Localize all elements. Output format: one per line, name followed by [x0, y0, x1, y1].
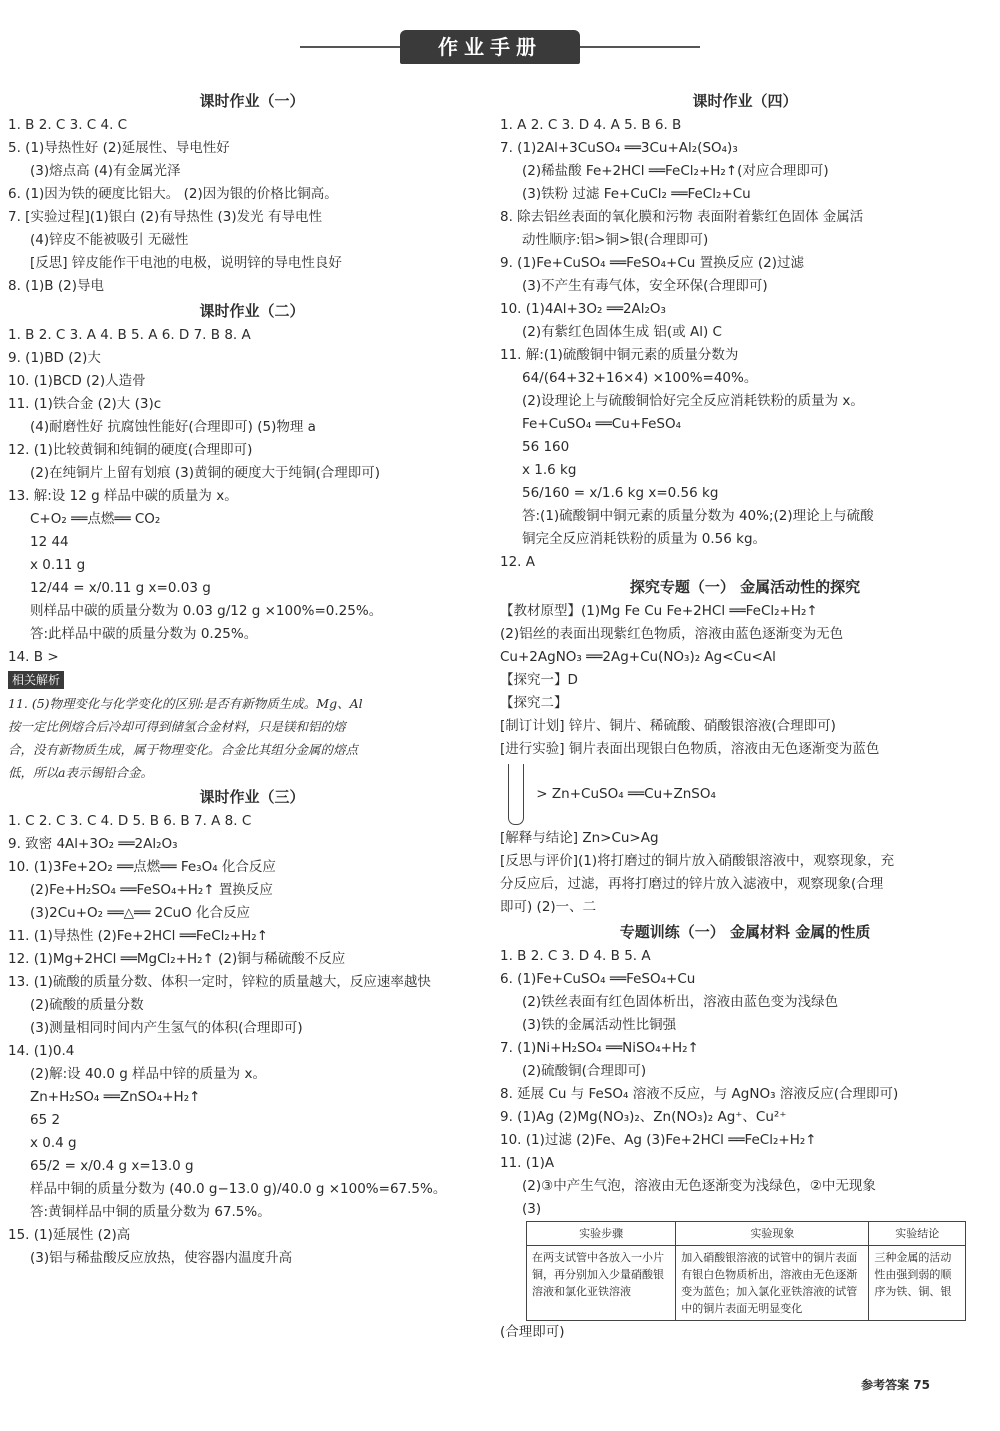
answer-line: 动性顺序:铝>铜>银(合理即可) — [522, 232, 709, 248]
answer-line: 5. (1)导热性好 (2)延展性、导电性好 — [8, 140, 230, 156]
answer-line: 13. 解:设 12 g 样品中碳的质量为 x。 — [8, 488, 238, 504]
section-title: 课时作业（一） — [199, 92, 305, 110]
table-cell: 加入硝酸银溶液的试管中的铜片表面有银白色物质析出，溶液由无色逐渐变为蓝色；加入氯化亚铁溶液的试管中的铜片表面无明显变化 — [676, 1246, 869, 1321]
answer-note: (合理即可) — [500, 1324, 565, 1340]
equation: Zn+CuSO₄ ══Cu+ZnSO₄ — [551, 786, 716, 802]
answer-line: Cu+2AgNO₃ ══2Ag+Cu(NO₃)₂ Ag<Cu<Al — [500, 649, 776, 665]
answer-line: 7. (1)2Al+3CuSO₄ ══3Cu+Al₂(SO₄)₃ — [500, 140, 738, 156]
answer-line: [解释与结论] Zn>Cu>Ag — [500, 830, 659, 846]
answer-line: 9. (1)BD (2)大 — [8, 350, 101, 366]
answer-line: 14. (1)0.4 — [8, 1043, 75, 1059]
arrow-icon: > — [532, 786, 552, 802]
answer-line: (2)硫酸铜(合理即可) — [522, 1063, 647, 1079]
table-cell: 在两支试管中各放入一小片铜，再分别加入少量硝酸银溶液和氯化亚铁溶液 — [527, 1246, 676, 1321]
answer-line: 56 160 — [522, 439, 570, 455]
answer-line: 11. (1)铁合金 (2)大 (3)c — [8, 396, 162, 412]
answer-line: (3)熔点高 (4)有金属光泽 — [30, 163, 181, 179]
answer-line: (2)Fe+H₂SO₄ ══FeSO₄+H₂↑ 置换反应 — [30, 882, 273, 898]
answer-line: 56/160 = x/1.6 kg x=0.56 kg — [522, 485, 719, 501]
answer-line: [进行实验] 铜片表面出现银白色物质，溶液由无色逐渐变为蓝色 — [500, 741, 880, 757]
answer-line: (3)2Cu+O₂ ══△══ 2CuO 化合反应 — [30, 905, 251, 921]
answer-line: 9. (1)Fe+CuSO₄ ══FeSO₄+Cu 置换反应 (2)过滤 — [500, 255, 805, 271]
answer-line: 9. (1)Ag (2)Mg(NO₃)₂、Zn(NO₃)₂ Ag⁺、Cu²⁺ — [500, 1109, 787, 1125]
answer-line: 10. (1)BCD (2)人造骨 — [8, 373, 146, 389]
answer-line: 1. B 2. C 3. C 4. C — [8, 117, 128, 133]
answer-line: 11. (1)导热性 (2)Fe+2HCl ══FeCl₂+H₂↑ — [8, 928, 269, 944]
answer-line: 6. (1)因为铁的硬度比铝大。 (2)因为银的价格比铜高。 — [8, 186, 338, 202]
answer-line: 8. 延展 Cu 与 FeSO₄ 溶液不反应，与 AgNO₃ 溶液反应(合理即可) — [500, 1086, 899, 1102]
left-column — [8, 88, 496, 1270]
answer-line: 12. (1)比较黄铜和纯铜的硬度(合理即可) — [8, 442, 253, 458]
answer-line: 64/(64+32+16×4) ×100%=40%。 — [522, 370, 758, 386]
section-title: 课时作业（三） — [199, 788, 305, 806]
section-title: 课时作业（四） — [692, 92, 798, 110]
answer-line: 12. (1)Mg+2HCl ══MgCl₂+H₂↑ (2)铜与稀硫酸不反应 — [8, 951, 346, 967]
answer-line: (3)铁粉 过滤 Fe+CuCl₂ ══FeCl₂+Cu — [522, 186, 751, 202]
table-header: 实验现象 — [676, 1222, 869, 1246]
analysis-line: 低，所以a表示锡铅合金。 — [8, 765, 153, 780]
answer-line: 14. B > — [8, 649, 59, 665]
answer-line: 铜完全反应消耗铁粉的质量为 0.56 kg。 — [522, 531, 767, 547]
answer-line: (2)铁丝表面有红色固体析出，溶液由蓝色变为浅绿色 — [522, 994, 839, 1010]
answer-line: (4)耐磨性好 抗腐蚀性能好(合理即可) (5)物理 a — [30, 419, 316, 435]
section-title: 探究专题（一） 金属活动性的探究 — [629, 578, 861, 596]
answer-line: (2)有紫红色固体生成 铝(或 Al) C — [522, 324, 722, 340]
answer-line: 1. C 2. C 3. C 4. D 5. B 6. B 7. A 8. C — [8, 813, 252, 829]
answer-line: x 0.11 g — [30, 557, 86, 573]
section-title: 课时作业（二） — [199, 302, 305, 320]
answer-line: 15. (1)延展性 (2)高 — [8, 1227, 131, 1243]
answer-line: 13. (1)硫酸的质量分数、体积一定时，锌粒的质量越大，反应速率越快 — [8, 974, 431, 990]
answer-line: 8. 除去铝丝表面的氧化膜和污物 表面附着紫红色固体 金属活 — [500, 209, 864, 225]
answer-line: 10. (1)过滤 (2)Fe、Ag (3)Fe+2HCl ══FeCl₂+H₂↑ — [500, 1132, 817, 1148]
answer-line: (3) — [522, 1201, 542, 1217]
table-header: 实验步骤 — [527, 1222, 676, 1246]
table-cell: 三种金属的活动性由强到弱的顺序为铁、铜、银 — [869, 1246, 966, 1321]
answer-line: 样品中铜的质量分数为 (40.0 g−13.0 g)/40.0 g ×100%=67.5%。 — [30, 1181, 447, 1197]
answer-line: 12/44 = x/0.11 g x=0.03 g — [30, 580, 211, 596]
answer-line: Zn+H₂SO₄ ══ZnSO₄+H₂↑ — [30, 1089, 201, 1105]
answer-line: 8. (1)B (2)导电 — [8, 278, 104, 294]
answer-line: (2)解:设 40.0 g 样品中锌的质量为 x。 — [30, 1066, 266, 1082]
answer-line: (2)设理论上与硫酸铜恰好完全反应消耗铁粉的质量为 x。 — [522, 393, 864, 409]
answer-line: 1. B 2. C 3. A 4. B 5. A 6. D 7. B 8. A — [8, 327, 251, 343]
answer-line: (3)不产生有毒气体，安全环保(合理即可) — [522, 278, 768, 294]
answer-line: x 0.4 g — [30, 1135, 77, 1151]
answer-line: [反思] 锌皮能作干电池的电极，说明锌的导电性良好 — [30, 255, 342, 271]
answer-line: 【教材原型】(1)Mg Fe Cu Fe+2HCl ══FeCl₂+H₂↑ — [500, 603, 818, 619]
analysis-line: 合，没有新物质生成，属于物理变化。合金比其组分金属的熔点 — [8, 742, 359, 757]
answer-line: 9. 致密 4Al+3O₂ ══2Al₂O₃ — [8, 836, 178, 852]
answer-line: Fe+CuSO₄ ══Cu+FeSO₄ — [522, 416, 682, 432]
answer-line: [反思与评价](1)将打磨过的铜片放入硝酸银溶液中，观察现象，充 — [500, 853, 895, 869]
analysis-line: 11. (5)物理变化与化学变化的区别:是否有新物质生成。Mg、Al — [8, 696, 363, 711]
answer-line: (3)铝与稀盐酸反应放热，使容器内温度升高 — [30, 1250, 293, 1266]
right-column — [500, 88, 990, 1344]
answer-line: 1. A 2. C 3. D 4. A 5. B 6. B — [500, 117, 682, 133]
answer-line: 10. (1)4Al+3O₂ ══2Al₂O₃ — [500, 301, 666, 317]
answer-line: (3)铁的金属活动性比铜强 — [522, 1017, 677, 1033]
page-header — [300, 28, 700, 68]
answer-line: 答:(1)硫酸铜中铜元素的质量分数为 40%;(2)理论上与硫酸 — [522, 508, 874, 524]
answer-line: (4)锌皮不能被吸引 无磁性 — [30, 232, 189, 248]
analysis-tag: 相关解析 — [8, 671, 64, 689]
answer-line: 则样品中碳的质量分数为 0.03 g/12 g ×100%=0.25%。 — [30, 603, 383, 619]
answer-line: 65 2 — [30, 1112, 61, 1128]
answer-line: 10. (1)3Fe+2O₂ ══点燃══ Fe₃O₄ 化合反应 — [8, 859, 276, 875]
answer-line: 即可) (2)一、二 — [500, 899, 597, 915]
answer-line: 7. (1)Ni+H₂SO₄ ══NiSO₄+H₂↑ — [500, 1040, 699, 1056]
section-badge: 作业手册 — [400, 30, 580, 64]
answer-line: 7. [实验过程](1)银白 (2)有导热性 (3)发光 有导电性 — [8, 209, 322, 225]
experiment-diagram-row — [500, 761, 990, 827]
answer-line: 6. (1)Fe+CuSO₄ ══FeSO₄+Cu — [500, 971, 696, 987]
answer-line: 11. 解:(1)硫酸铜中铜元素的质量分数为 — [500, 347, 739, 363]
answer-line: 11. (1)A — [500, 1155, 555, 1171]
answer-line: x 1.6 kg — [522, 462, 577, 478]
test-tube-icon — [508, 764, 524, 825]
answer-line: (2)稀盐酸 Fe+2HCl ══FeCl₂+H₂↑(对应合理即可) — [522, 163, 829, 179]
answer-line: (2)铝丝的表面出现紫红色物质，溶液由蓝色逐渐变为无色 — [500, 626, 844, 642]
answer-line: 12. A — [500, 554, 535, 570]
answer-line: 答:黄铜样品中铜的质量分数为 67.5%。 — [30, 1204, 271, 1220]
experiment-table — [526, 1221, 966, 1321]
answer-line: (2)③中产生气泡，溶液由无色逐渐变为浅绿色，②中无现象 — [522, 1178, 876, 1194]
analysis-line: 按一定比例熔合后冷却可得到储氢合金材料，只是镁和铝的熔 — [8, 719, 346, 734]
page-number: 参考答案 75 — [861, 1378, 930, 1392]
answer-line: (2)在纯铜片上留有划痕 (3)黄铜的硬度大于纯铜(合理即可) — [30, 465, 381, 481]
answer-line: (3)测量相同时间内产生氢气的体积(合理即可) — [30, 1020, 303, 1036]
answer-line: 答:此样品中碳的质量分数为 0.25%。 — [30, 626, 258, 642]
answer-line: 1. B 2. C 3. D 4. B 5. A — [500, 948, 651, 964]
answer-line: 65/2 = x/0.4 g x=13.0 g — [30, 1158, 194, 1174]
answer-line: (2)硫酸的质量分数 — [30, 997, 144, 1013]
answer-line: 分反应后，过滤，再将打磨过的锌片放入滤液中，观察现象(合理 — [500, 876, 884, 892]
answer-line: C+O₂ ══点燃══ CO₂ — [30, 511, 161, 527]
analysis-tag-row — [8, 669, 496, 692]
section-title: 专题训练（一） 金属材料 金属的性质 — [619, 923, 871, 941]
table-row — [527, 1246, 966, 1321]
answer-line: [制订计划] 锌片、铜片、稀硫酸、硝酸银溶液(合理即可) — [500, 718, 836, 734]
answer-line: 【探究二】 — [500, 695, 568, 711]
answer-line: 【探究一】D — [500, 672, 578, 688]
answer-line: 12 44 — [30, 534, 69, 550]
table-header: 实验结论 — [869, 1222, 966, 1246]
